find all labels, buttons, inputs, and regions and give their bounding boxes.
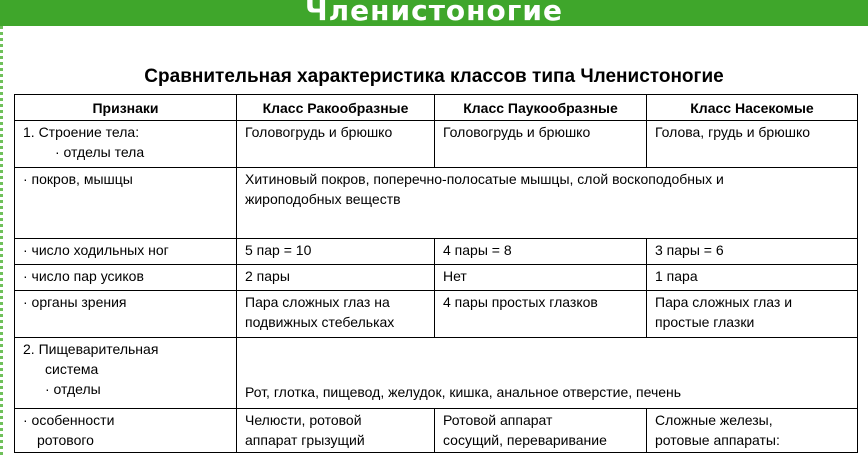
shared-value-line: жироподобных веществ (245, 191, 401, 207)
title-banner (0, 0, 868, 26)
feature-cell (15, 121, 237, 168)
insects-cell: 3 пары = 6 (647, 239, 858, 265)
feature-label: 2. Пищеварительная (23, 341, 159, 357)
feature-cell (15, 338, 237, 409)
header-features: Признаки (15, 95, 237, 121)
crustaceans-cell: 2 пары (237, 265, 435, 291)
feature-cell: · покров, мышцы (15, 168, 237, 239)
insects-cell: 1 пара (647, 265, 858, 291)
insects-cell: Голова, грудь и брюшко (647, 121, 858, 168)
cell-line: Челюсти, ротовой (245, 412, 362, 428)
table-row (15, 291, 858, 338)
table-row (15, 168, 858, 239)
slide-title: Членистоногие (305, 0, 563, 27)
cell-line: Пара сложных глаз и (655, 294, 793, 310)
table-row (15, 265, 858, 291)
shared-value-cell: Рот, глотка, пищевод, желудок, кишка, анальное отверстие, печень (237, 338, 858, 409)
feature-cell: · органы зрения (15, 291, 237, 338)
cell-line: простые глазки (655, 314, 755, 330)
table-row (15, 409, 858, 453)
arachnids-cell: Головогрудь и брюшко (435, 121, 647, 168)
cell-line: подвижных стебельках (245, 314, 395, 330)
cell-line: аппарат грызущий (245, 432, 365, 448)
crustaceans-cell (237, 291, 435, 338)
crustaceans-cell (237, 409, 435, 453)
feature-label: · особенности (23, 412, 115, 428)
cell-line: Сложные железы, (655, 412, 773, 428)
cell-line: Пара сложных глаз на (245, 294, 390, 310)
header-crustaceans: Класс Ракообразные (237, 95, 435, 121)
table-row (15, 121, 858, 168)
table-row (15, 239, 858, 265)
feature-cell (15, 409, 237, 453)
feature-cell: · число пар усиков (15, 265, 237, 291)
subfeature-label: · отделы тела (55, 144, 145, 160)
left-decorative-strip (0, 26, 3, 456)
header-insects: Класс Насекомые (647, 95, 858, 121)
shared-value-cell (237, 168, 858, 239)
subfeature-label: · отделы (45, 381, 101, 397)
feature-label-cont: система (45, 361, 99, 377)
cell-line: ротовые аппараты: (655, 432, 780, 448)
cell-line: сосущий, переваривание (443, 432, 607, 448)
arachnids-cell (435, 409, 647, 453)
arachnids-cell: Нет (435, 265, 647, 291)
shared-value-line: Хитиновый покров, поперечно-полосатые мышцы, слой воскоподобных и (245, 171, 724, 187)
table-row (15, 338, 858, 409)
insects-cell (647, 291, 858, 338)
feature-cell: · число ходильных ног (15, 239, 237, 265)
feature-label-cont: ротового (37, 432, 94, 448)
cell-line: Ротовой аппарат (443, 412, 553, 428)
insects-cell (647, 409, 858, 453)
comparison-table (14, 94, 858, 453)
table-title: Сравнительная характеристика классов типа Членистоногие (144, 66, 724, 87)
feature-label: 1. Строение тела: (23, 124, 140, 140)
crustaceans-cell: 5 пар = 10 (237, 239, 435, 265)
header-row (15, 95, 858, 121)
crustaceans-cell: Головогрудь и брюшко (237, 121, 435, 168)
arachnids-cell: 4 пары простых глазков (435, 291, 647, 338)
header-arachnids: Класс Паукообразные (435, 95, 647, 121)
arachnids-cell: 4 пары = 8 (435, 239, 647, 265)
